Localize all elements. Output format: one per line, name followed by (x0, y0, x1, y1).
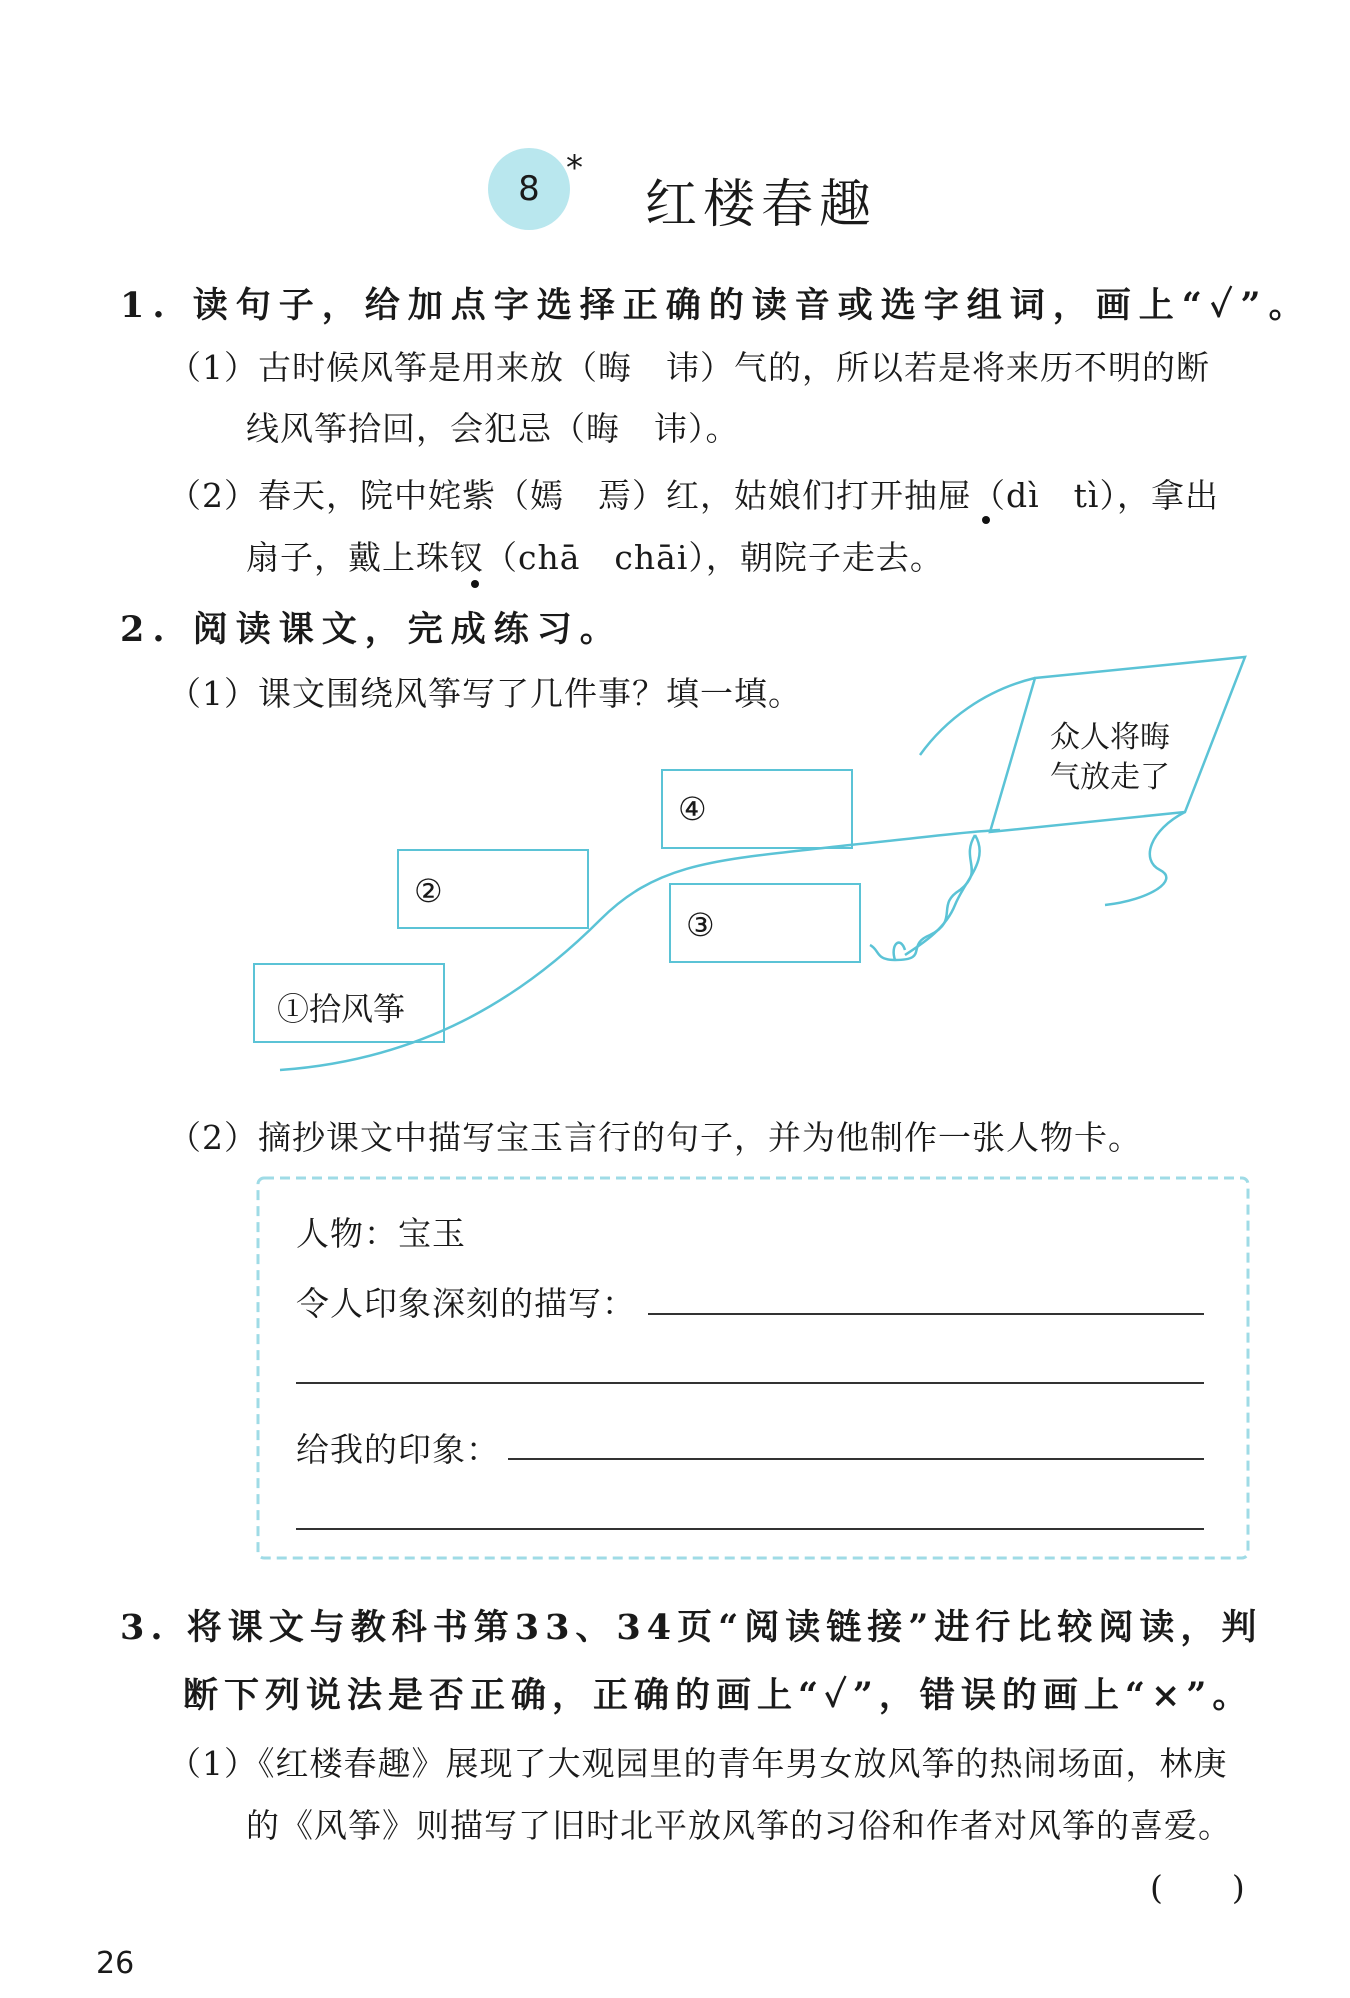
q3-item1-line2: 的《风筝》则描写了旧时北平放风筝的习俗和作者对风筝的喜爱。 (246, 1806, 1232, 1845)
lesson-star: * (566, 148, 583, 188)
q2-sub1: （1）课文围绕风筝写了几件事？填一填。 (168, 674, 802, 713)
page-number: 26 (96, 1946, 135, 1981)
lesson-title: 红楼春趣 (645, 175, 878, 235)
box-3-label: ③ (686, 906, 715, 944)
card-person: 人物：宝玉 (296, 1214, 466, 1253)
q2-sub2: （2）摘抄课文中描写宝玉言行的句子，并为他制作一张人物卡。 (168, 1118, 1142, 1157)
answer-line[interactable] (648, 1313, 1204, 1315)
q1-item2-line2: 扇子，戴上珠钗（chā chāi），朝院子走去。 (246, 538, 944, 577)
q2-heading: 2. 阅读课文，完成练习。 (120, 609, 623, 650)
card-impression-label: 给我的印象： (296, 1430, 500, 1469)
box-4-label: ④ (678, 790, 707, 828)
q1-heading: 1. 读句子，给加点字选择正确的读音或选字组词，画上“✓”。 (120, 285, 1312, 326)
q3-heading-line2: 断下列说法是否正确，正确的画上“✓”，错误的画上“×”。 (183, 1675, 1254, 1716)
q3-heading-line1: 3. 将课文与教科书第33、34页“阅读链接”进行比较阅读，判 (120, 1607, 1263, 1648)
lesson-number: 8 (518, 169, 540, 209)
q1-item1-line1: （1）古时候风筝是用来放（晦 讳）气的，所以若是将来历不明的断 (168, 348, 1210, 387)
kite-text-line2: 气放走了 (1050, 760, 1170, 795)
box-2-label: ② (414, 872, 443, 910)
card-desc-label: 令人印象深刻的描写： (296, 1284, 636, 1323)
answer-line[interactable] (508, 1458, 1204, 1460)
q1-item2-line1: （2）春天，院中姹紫（嫣 焉）红，姑娘们打开抽屉（dì tì），拿出 (168, 476, 1219, 515)
box-1-label: ①拾风筝 (277, 990, 406, 1028)
kite-text-line1: 众人将晦 (1050, 720, 1170, 755)
answer-line[interactable] (296, 1528, 1204, 1530)
q3-item1-line1: （1）《红楼春趣》展现了大观园里的青年男女放风筝的热闹场面，林庚 (168, 1744, 1228, 1783)
answer-line[interactable] (296, 1382, 1204, 1384)
q3-answer-paren[interactable]: ( ) (1150, 1868, 1246, 1907)
q1-item1-line2: 线风筝拾回，会犯忌（晦 讳）。 (246, 409, 740, 448)
